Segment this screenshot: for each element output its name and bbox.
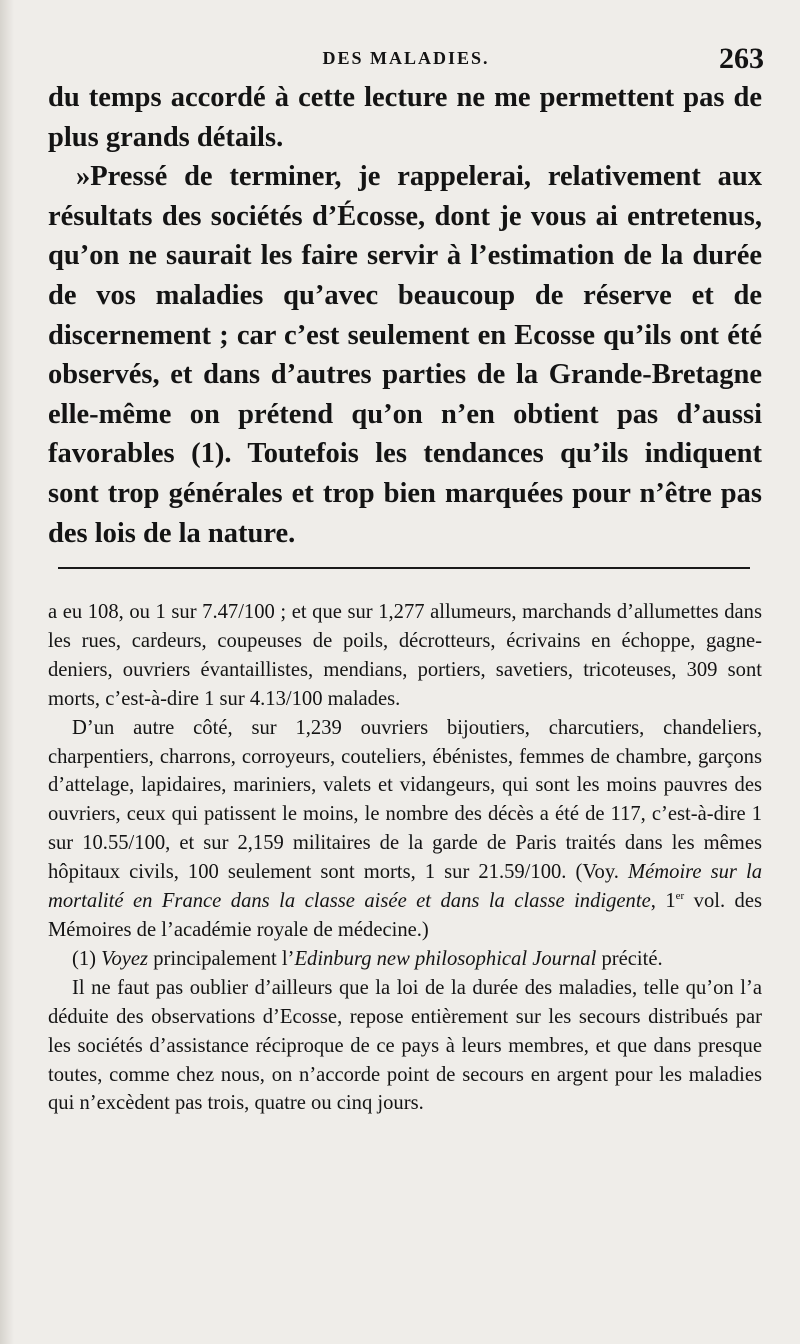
footnote-journal-title: Edinburg new philosophical Journal xyxy=(294,947,597,970)
running-title: DES MALADIES. xyxy=(322,48,490,68)
page-number: 263 xyxy=(719,42,764,75)
running-head xyxy=(48,42,764,78)
footnote-mark: (1) xyxy=(72,947,102,970)
note-text: D’un autre côté, sur 1,239 ouvriers bijoutiers, charcutiers, chandeliers, charpentiers, charrons, corroyeurs, couteliers, ébénistes, femmes de chambre, garçons d’attelage, lapidaires, mariniers, valets et vidangeurs, qui sont les moins pauvres des ouvriers, ceux qui patissent le moins, le nombre des décès a été de 117, c’est-à-dire 1 sur 10.55/100, et sur 2,159 militaires de la garde de Paris traités dans les mêmes hôpitaux civils, 100 seulement sont morts, 1 sur 21.59/100. (Voy. xyxy=(48,716,762,884)
main-paragraph: »Pressé de terminer, je rappelerai, relativement aux résultats des sociétés d’Écosse, dont je vous ai entretenus, qu’on ne saurait les faire servir à l’estimation de la durée de vos maladies qu’avec beaucoup de réserve et de discernement ; car c’est seulement en Ecosse qu’ils ont été observés, et dans d’autres parties de la Grande-Bretagne elle-même on prétend qu’on n’en obtient pas d’aussi favorables (1). Toutefois les tendances qu’ils indiquent sont trop générales et trop bien marquées pour n’être pas des lois de la nature. xyxy=(48,161,762,549)
note-italic-title: Mémoire sur la mortalité en France dans la classe aisée et dans la classe indigente xyxy=(48,861,762,913)
note-paragraph-continued: a eu 108, ou 1 sur 7.47/100 ; et que sur 1,277 allumeurs, marchands d’allumettes dans les rues, cardeurs, coupeuses de poils, décrotteurs, écrivains en échoppe, gagne-deniers, ouvriers évantaillistes, mendians, portiers, savetiers, tricoteuses, 309 sont morts, c’est-à-dire 1 sur 4.13/100 malades. xyxy=(48,601,762,710)
footnote-text: précité. xyxy=(596,947,663,970)
main-paragraph-continued: du temps accordé à cette lecture ne me permettent pas de plus grands détails. xyxy=(48,82,762,153)
note-paragraph xyxy=(48,714,762,945)
footnote-separator xyxy=(58,567,750,569)
note-text: vol. des Mémoires de l’académie royale de médecine.) xyxy=(48,890,763,941)
footnote-1 xyxy=(48,945,762,974)
footnote-italic: Voyez xyxy=(101,947,149,970)
note-paragraph: Il ne faut pas oublier d’ailleurs que la loi de la durée des maladies, telle qu’on l’a déduite des observations d’Ecosse, repose entièrement sur les secours distribués par les sociétés d’assistance réciproque de ce pays à leurs membres, et que dans presque toutes, comme chez nous, on n’accorde point de secours en argent pour les maladies qui n’excèdent pas trois, quatre ou cinq jours. xyxy=(48,976,762,1115)
footnote-text: principalement l’ xyxy=(148,947,295,970)
note-text: , 1 xyxy=(650,890,676,913)
main-text xyxy=(48,78,762,553)
note-superscript: er xyxy=(675,890,685,903)
footnotes xyxy=(48,598,762,1118)
